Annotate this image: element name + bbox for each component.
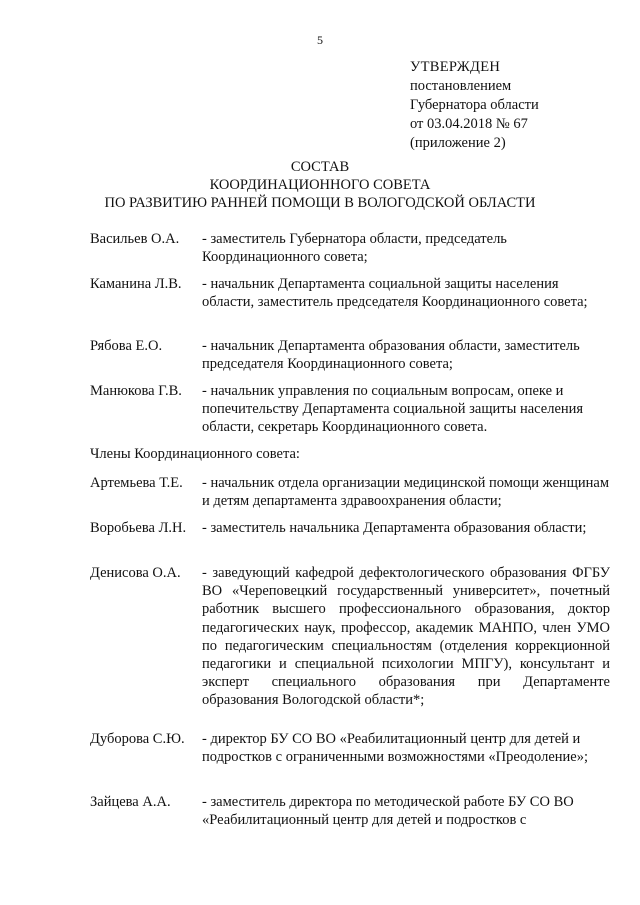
- member-role: - начальник отдела организации медицинской помощи женщинам и детям департамента здравоохранения области;: [202, 475, 609, 510]
- member-name: Рябова Е.О.: [90, 338, 163, 354]
- member-entry: [90, 230, 610, 266]
- member-role: - начальник Департамента социальной защиты населения области, заместитель председателя Координационного совета;: [202, 276, 588, 311]
- document-title-line: СОСТАВ: [290, 159, 350, 175]
- member-entry: [90, 730, 610, 766]
- member-entry: [90, 474, 610, 510]
- member-entry: [90, 519, 610, 537]
- approval-stamp: [410, 58, 539, 153]
- document-title-line: КООРДИНАЦИОННОГО СОВЕТА: [209, 177, 431, 193]
- approval-line: постановлением: [410, 78, 512, 94]
- approval-line: от 03.04.2018 № 67: [410, 116, 528, 132]
- members-heading: Члены Координационного совета:: [90, 446, 300, 462]
- member-role: - начальник управления по социальным вопросам, опеке и попечительству Департамента социальной защиты населения области, секретарь Координационного совета.: [202, 383, 584, 436]
- member-role: - начальник Департамента образования области, заместитель председателя Координационного совета;: [202, 338, 580, 373]
- member-name: Денисова О.А.: [90, 565, 181, 581]
- member-name: Каманина Л.В.: [90, 276, 182, 292]
- member-role: - директор БУ СО ВО «Реабилитационный центр для детей и подростков с ограниченными возможностями «Преодоление»;: [202, 731, 589, 766]
- member-name: Зайцева А.А.: [90, 794, 171, 810]
- member-role: - заместитель Губернатора области, председатель Координационного совета;: [202, 231, 507, 266]
- member-role: - заместитель директора по методической работе БУ СО ВО «Реабилитационный центр для детей и подростков с: [202, 794, 574, 829]
- member-name: Артемьева Т.Е.: [90, 475, 183, 491]
- member-name: Манюкова Г.В.: [90, 383, 182, 399]
- member-name: Воробьева Л.Н.: [90, 520, 187, 536]
- member-name: Васильев О.А.: [90, 231, 180, 247]
- approval-line: Губернатора области: [410, 97, 539, 113]
- member-entry: [90, 382, 610, 437]
- member-role: - заведующий кафедрой дефектологического образования ФГБУ ВО «Череповецкий государственный университет», почетный работник высшего профессионального образования, доктор педагогических наук, профессор, академик МАНПО, член УМО по педагогическим специальностям (отделения коррекционной педагогики и специальной психологии МПГУ), консультант и эксперт специального образования при Департаменте образования Вологодской области*;: [202, 565, 610, 709]
- member-entry: [90, 564, 610, 710]
- member-entry: [90, 793, 610, 829]
- page-number: 5: [317, 33, 323, 47]
- approval-title: УТВЕРЖДЕН: [410, 59, 501, 75]
- member-role: - заместитель начальника Департамента образования области;: [202, 520, 587, 536]
- member-entry: [90, 275, 610, 311]
- member-name: Дуборова С.Ю.: [90, 731, 185, 747]
- member-entry: [90, 337, 610, 373]
- document-title-line: ПО РАЗВИТИЮ РАННЕЙ ПОМОЩИ В ВОЛОГОДСКОЙ ОБЛАСТИ: [104, 195, 536, 211]
- approval-line: (приложение 2): [410, 135, 506, 151]
- document-title: [0, 158, 640, 212]
